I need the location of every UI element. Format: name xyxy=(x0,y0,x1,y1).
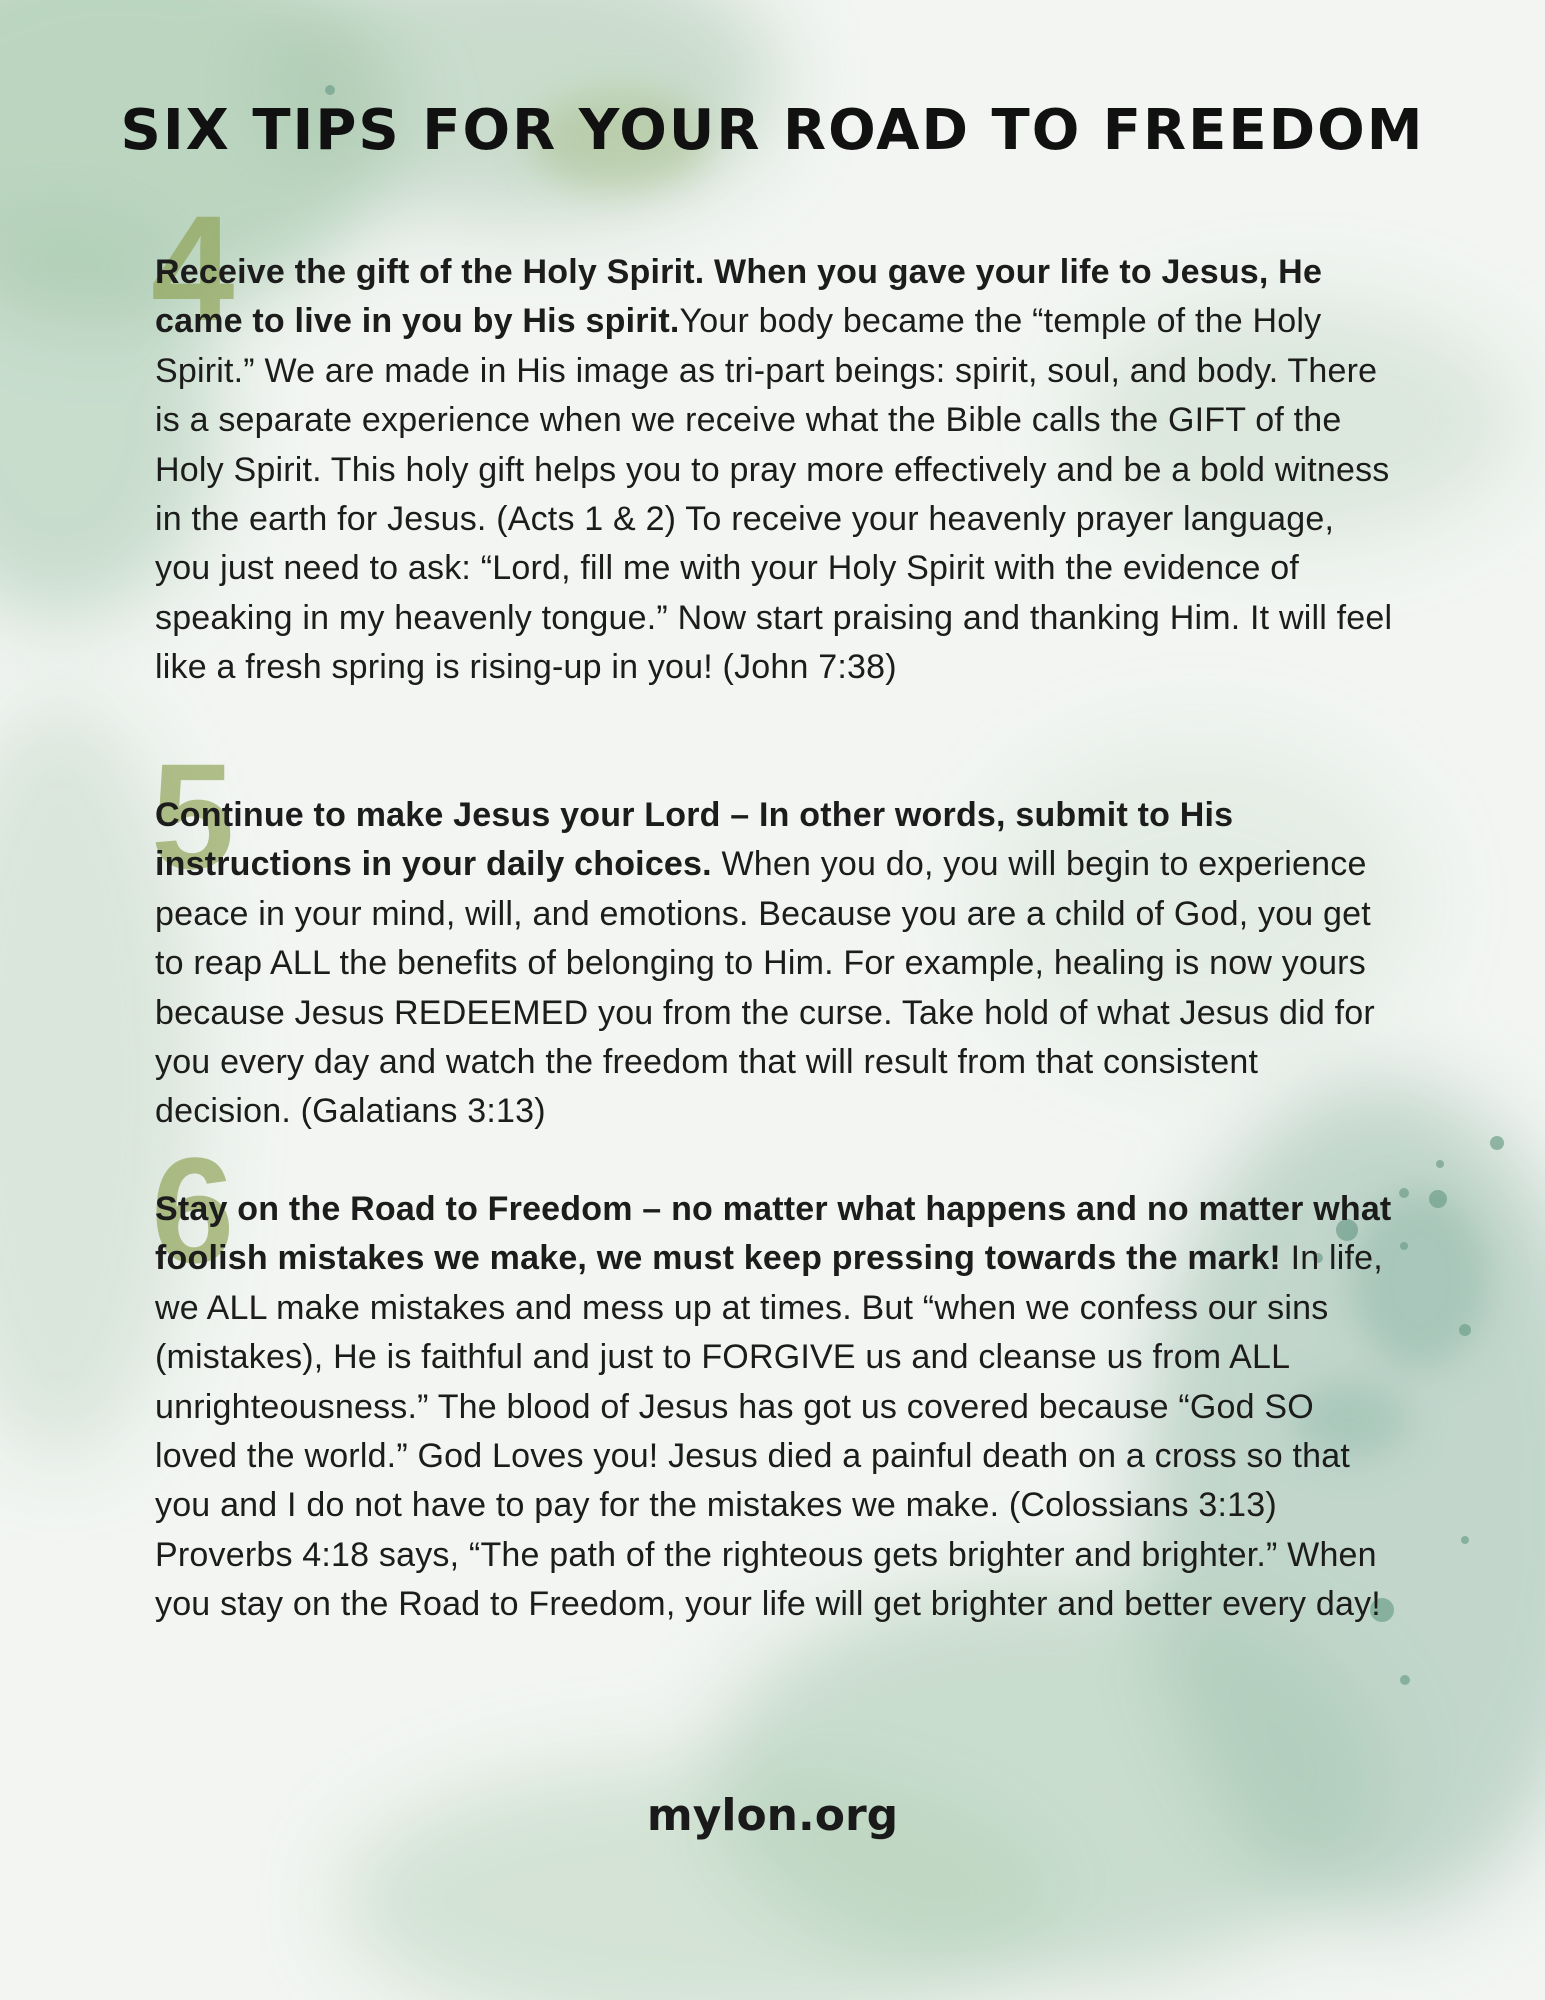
tip-number: 4 xyxy=(151,184,235,352)
tip-5 xyxy=(151,732,1395,1137)
tip-number: 6 xyxy=(151,1126,235,1294)
tip-text xyxy=(155,1185,1395,1630)
tip-number: 5 xyxy=(151,732,235,900)
tip-lead: Stay on the Road to Freedom – no matter what happens and no matter what foolish mistakes we make, we must keep pressing towards the mark! xyxy=(155,1190,1392,1278)
tip-text xyxy=(155,791,1395,1137)
tip-body: Your body became the “temple of the Holy Spirit.” We are made in His image as tri-part beings: spirit, soul, and body. There is a separate experience when we receive what the Bible calls the GIFT of the Holy Spirit. This holy gift helps you to pray more effectively and be a bold witness in the earth for Jesus. (Acts 1 & 2) To receive your heavenly prayer language, you just need to ask: “Lord, fill me with your Holy Spirit with the evidence of speaking in my heavenly tongue.” Now start praising and thanking Him. It will feel like a fresh spring is rising-up in you! (John 7:38) xyxy=(155,302,1393,687)
tip-6 xyxy=(151,1126,1395,1630)
tip-lead: Receive the gift of the Holy Spirit. When you gave your life to Jesus, He came to live in you by His spirit. xyxy=(155,253,1323,341)
tip-text xyxy=(155,248,1395,693)
page-title: SIX TIPS FOR YOUR ROAD TO FREEDOM xyxy=(120,98,1425,163)
footer-website: mylon.org xyxy=(646,1790,899,1841)
tip-body: When you do, you will begin to experience peace in your mind, will, and emotions. Because you are a child of God, you get to reap ALL the benefits of belonging to Him. For example, healing is now yours because Jesus REDEEMED you from the curse. Take hold of what Jesus did for you every day and watch the freedom that will result from that consistent decision. (Galatians 3:13) xyxy=(155,845,1375,1131)
tip-lead: Continue to make Jesus your Lord – In other words, submit to His instructions in your daily choices. xyxy=(155,796,1234,884)
tip-4 xyxy=(151,184,1395,693)
tip-body: In life, we ALL make mistakes and mess up at times. But “when we confess our sins (mistakes), He is faithful and just to FORGIVE us and cleanse us from ALL unrighteousness.” The blood of Jesus has got us covered because “God SO loved the world.” God Loves you! Jesus died a painful death on a cross so that you and I do not have to pay for the mistakes we make. (Colossians 3:13) Proverbs 4:18 says, “The path of the righteous gets brighter and brighter.” When you stay on the Road to Freedom, your life will get brighter and better every day! xyxy=(155,1239,1383,1624)
